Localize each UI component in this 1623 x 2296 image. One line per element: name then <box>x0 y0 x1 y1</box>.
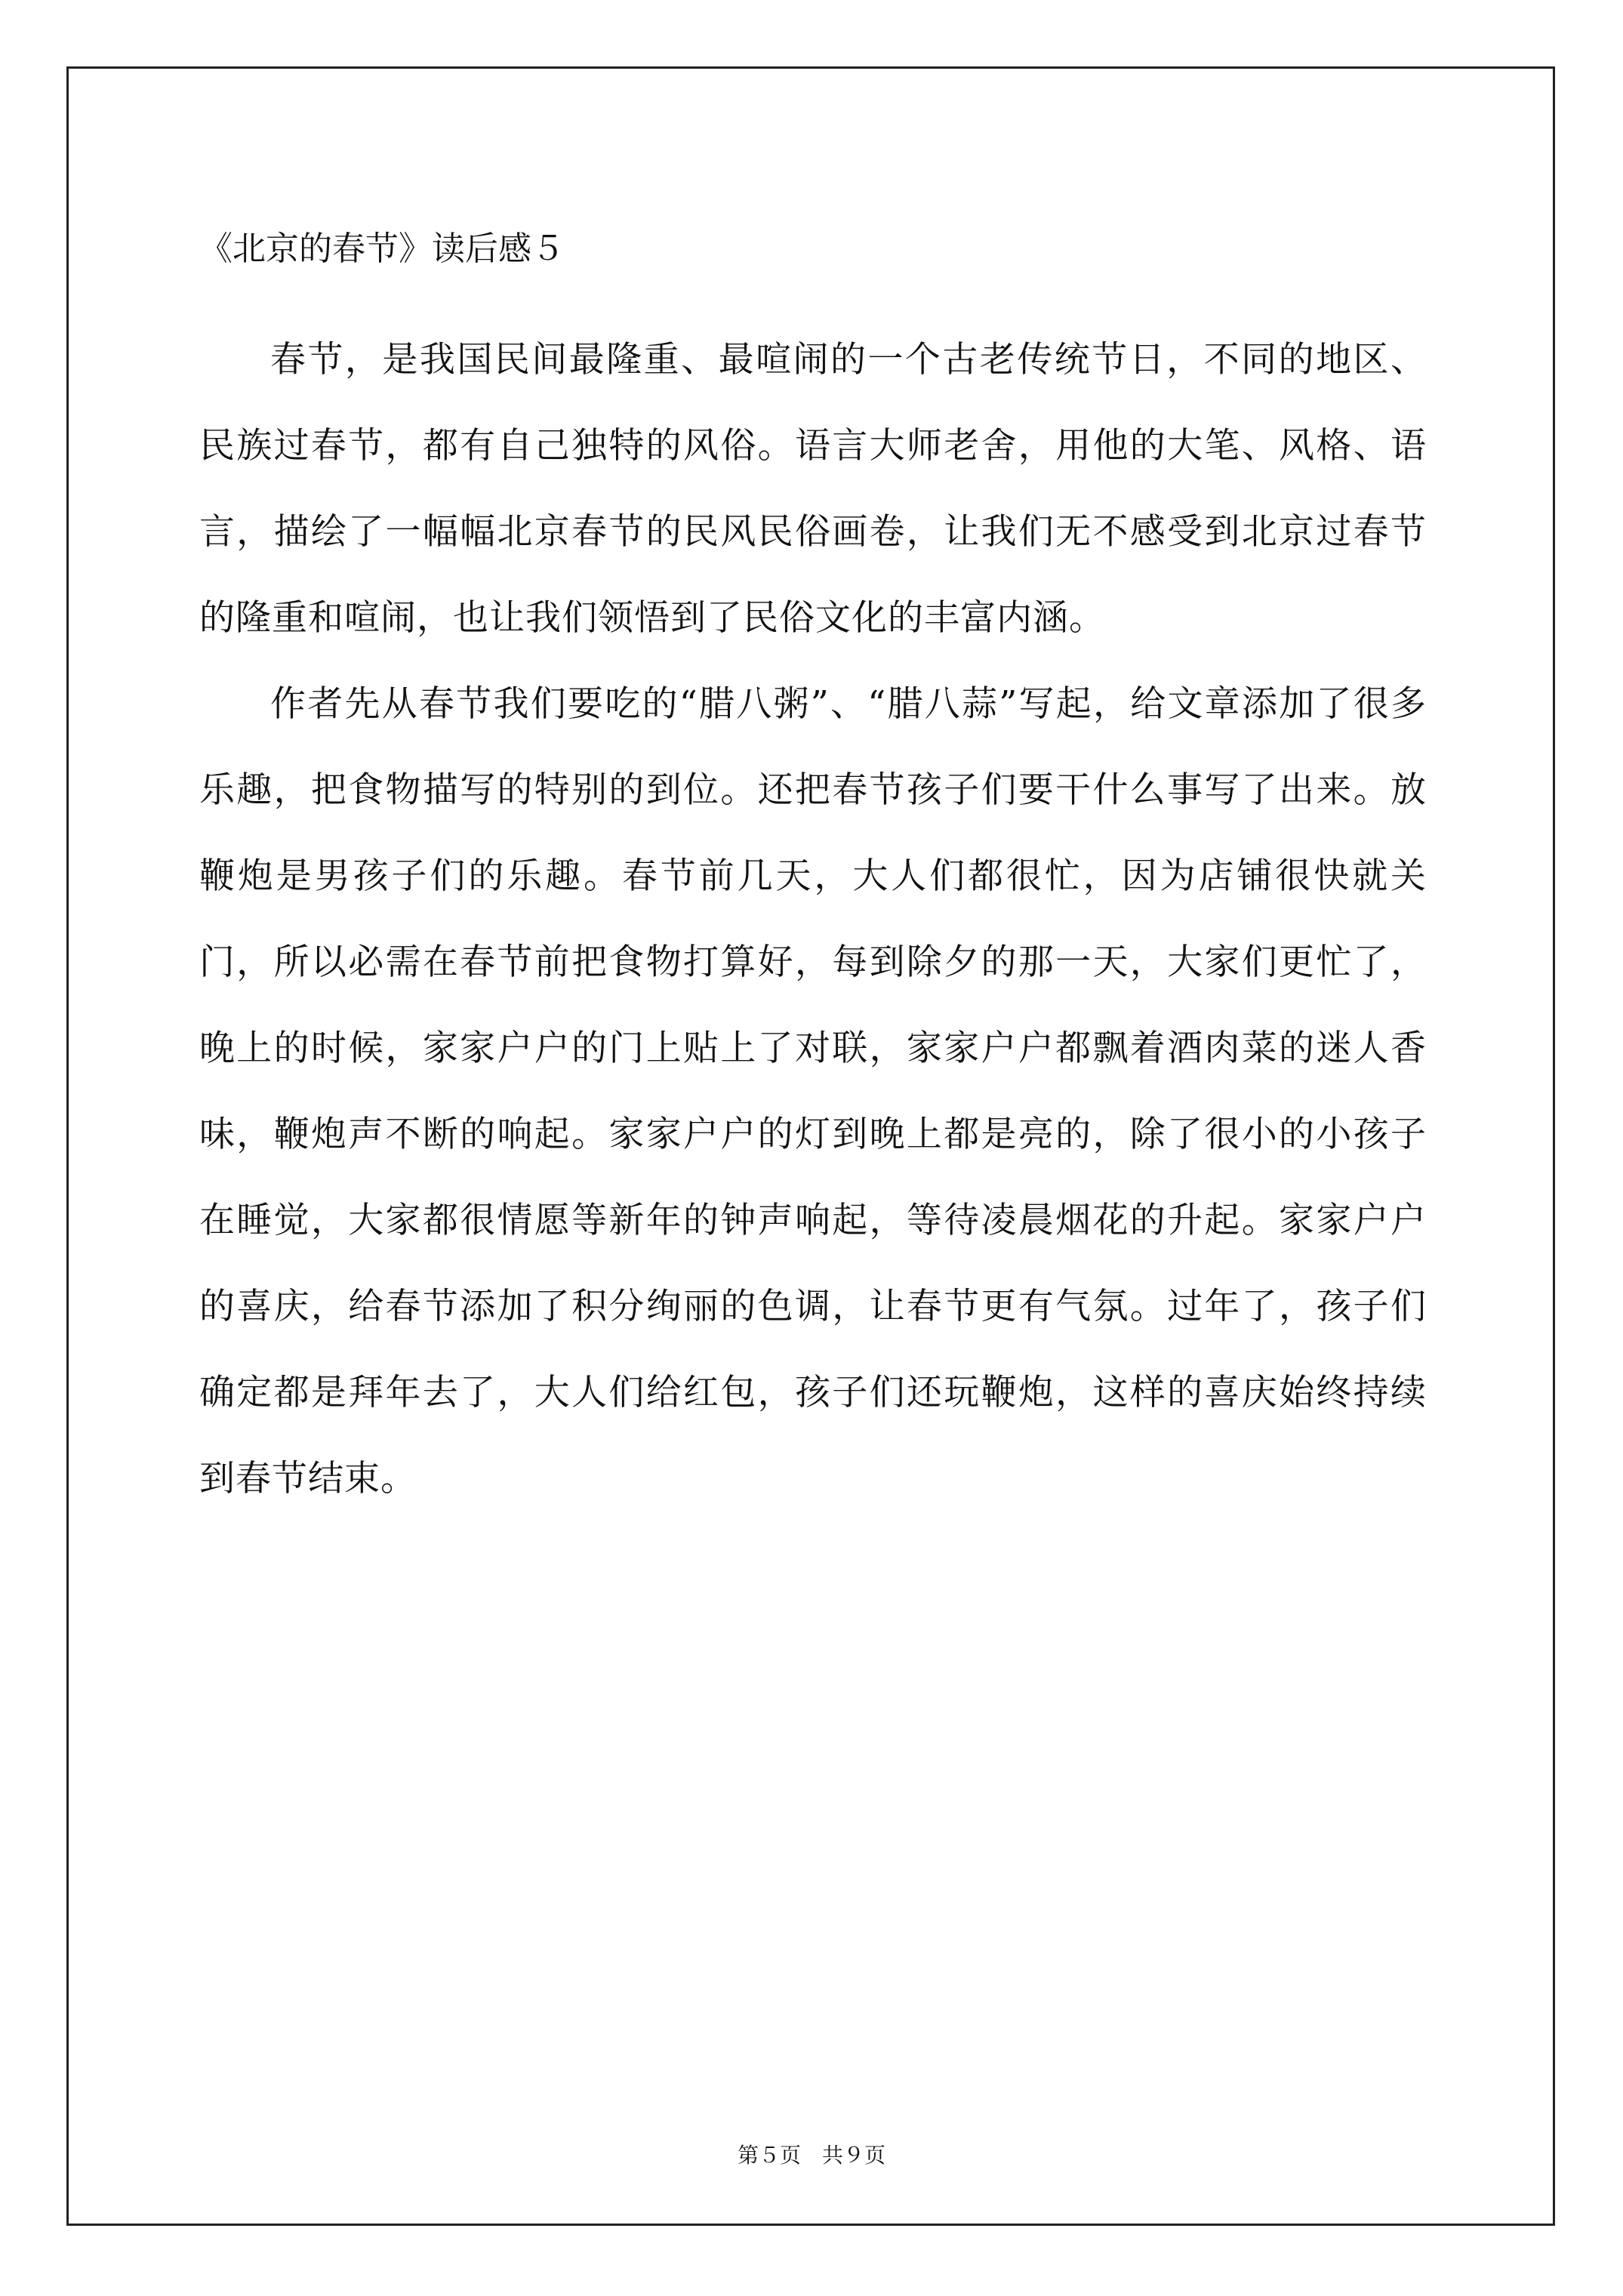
document-title: 《北京的春节》读后感５ <box>199 230 565 268</box>
page-number-footer: 第５页 共９页 <box>737 2143 885 2168</box>
paragraph-2: 作者先从春节我们要吃的“腊八粥”、“腊八蒜”写起，给文章添加了很多乐趣，把食物描写的特别的到位。还把春节孩子们要干什么事写了出来。放鞭炮是男孩子们的乐趣。春节前几天，大人们都很忙，因为店铺很快就关门，所以必需在春节前把食物打算好，每到除夕的那一天，大家们更忙了，晚上的时候，家家户户的门上贴上了对联，家家户户都飘着酒肉菜的迷人香味，鞭炮声不断的响起。家家户户的灯到晚上都是亮的，除了很小的小孩子在睡觉，大家都很情愿等新年的钟声响起，等待凌晨烟花的升起。家家户户的喜庆，给春节添加了积分绚丽的色调，让春节更有气氛。过年了，孩子们确定都是拜年去了，大人们给红包，孩子们还玩鞭炮，这样的喜庆始终持续到春节结束。 <box>199 683 1427 1499</box>
document-body <box>199 317 1427 1522</box>
paragraph-1: 春节，是我国民间最隆重、最喧闹的一个古老传统节日，不同的地区、民族过春节，都有自己独特的风俗。语言大师老舍，用他的大笔、风格、语言，描绘了一幅幅北京春节的民风民俗画卷，让我们无不感受到北京过春节的隆重和喧闹，也让我们领悟到了民俗文化的丰富内涵。 <box>199 339 1427 639</box>
